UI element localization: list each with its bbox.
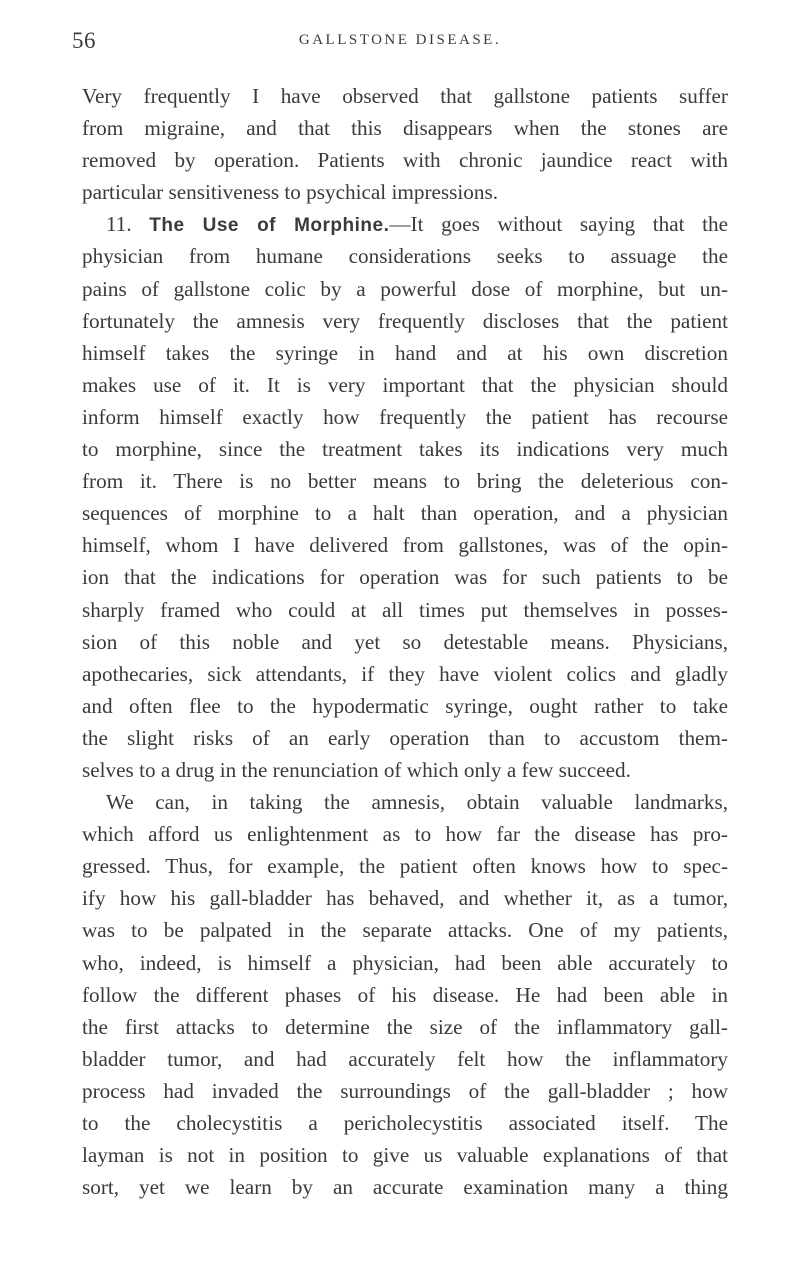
text-line: to morphine, since the treatment takes its indications very much (82, 437, 728, 462)
text-line: was to be palpated in the separate attacks. One of my patients, (82, 918, 728, 943)
text-line: sequences of morphine to a halt than operation, and a physician (82, 501, 728, 526)
text-line: fortunately the amnesis very frequently discloses that the patient (82, 308, 728, 333)
section-heading-line (82, 208, 728, 240)
page-header (0, 16, 800, 60)
text-line: from migraine, and that this disappears when the stones are (82, 116, 728, 141)
text-line: selves to a drug in the renunciation of which only a few succeed. (82, 757, 631, 782)
text-line: which afford us enlightenment as to how far the disease has pro- (82, 822, 728, 847)
text-line: from it. There is no better means to bring the deleterious con- (82, 469, 728, 494)
text-line: follow the different phases of his disease. He had been able in (82, 982, 728, 1007)
text-line: ify how his gall-bladder has behaved, and whether it, as a tumor, (82, 886, 728, 911)
text-line: removed by operation. Patients with chronic jaundice react with (82, 148, 728, 173)
text-line: physician from humane considerations seeks to assuage the (82, 244, 728, 269)
page-number: 56 (72, 28, 96, 53)
text-line: who, indeed, is himself a physician, had been able accurately to (82, 950, 728, 975)
text-line: apothecaries, sick attendants, if they have violent colics and gladly (82, 661, 728, 686)
text-line: gressed. Thus, for example, the patient often knows how to spec- (82, 854, 728, 879)
text-line: sion of this noble and yet so detestable means. Physicians, (82, 629, 728, 654)
text-line: pains of gallstone colic by a powerful dose of morphine, but un- (82, 276, 728, 301)
section-first-line-text: —It goes without saying that the (389, 212, 728, 237)
text-line: process had invaded the surroundings of the gall-bladder ; how (82, 1078, 728, 1103)
text-line: inform himself exactly how frequently the patient has recourse (82, 404, 728, 429)
text-line: particular sensitiveness to psychical impressions. (82, 180, 499, 205)
text-line: the slight risks of an early operation than to accustom them- (82, 725, 728, 750)
text-line: bladder tumor, and had accurately felt how the inflammatory (82, 1046, 728, 1071)
text-line: the first attacks to determine the size of the inflammatory gall- (82, 1014, 728, 1039)
text-line: sort, yet we learn by an accurate examination many a thing (82, 1175, 728, 1200)
text-line: makes use of it. It is very important that the physician should (82, 372, 728, 397)
text-line: layman is not in position to give us valuable explanations of that (82, 1143, 728, 1168)
text-line: ion that the indications for operation was for such patients to be (82, 565, 728, 590)
text-line: himself, whom I have delivered from gallstones, was of the opin- (82, 533, 728, 558)
section-heading: The Use of Morphine. (149, 215, 390, 237)
text-line: Very frequently I have observed that gallstone patients suffer (82, 84, 728, 108)
text-line: sharply framed who could at all times put themselves in posses- (82, 597, 728, 622)
body-text (82, 80, 728, 1203)
text-line: himself takes the syringe in hand and at his own discretion (82, 340, 728, 365)
running-title: GALLSTONE DISEASE. (298, 32, 502, 48)
text-line: We can, in taking the amnesis, obtain valuable landmarks, (106, 790, 728, 815)
section-number: 11. (106, 212, 132, 237)
text-line: and often flee to the hypodermatic syringe, ought rather to take (82, 693, 728, 718)
text-line: to the cholecystitis a pericholecystitis associated itself. The (82, 1111, 728, 1135)
